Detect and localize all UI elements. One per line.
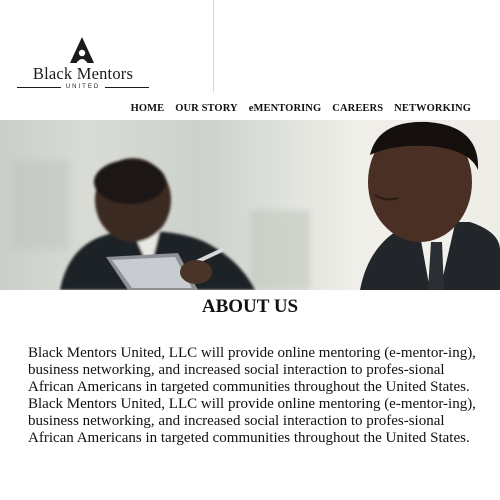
logo-mark-icon <box>68 36 96 64</box>
main-nav <box>131 103 471 114</box>
brand-name: Black Mentors <box>32 64 134 83</box>
about-text <box>28 345 476 447</box>
brand-subtitle: UNITED <box>65 84 101 90</box>
nav-item-careers[interactable]: CAREERS <box>332 103 384 114</box>
site-header <box>0 0 500 120</box>
about-paragraph: Black Mentors United, LLC will provide online mentoring (e-mentor-ing), business networking, and increased social interaction to profes-sional African Americans in targeted communities throughout the United States. <box>28 345 476 395</box>
about-paragraph: Black Mentors United, LLC will provide online mentoring (e-mentor-ing), business networking, and increased social interaction to profes-sional African Americans in targeted communities throughout the United States. <box>28 396 476 446</box>
brand-subtitle-row <box>17 83 149 93</box>
header-divider <box>213 0 214 92</box>
nav-item-networking[interactable]: NETWORKING <box>394 103 471 114</box>
nav-item-ementoring[interactable]: eMENTORING <box>248 103 322 114</box>
hero-image <box>0 120 500 290</box>
nav-item-our-story[interactable]: OUR STORY <box>175 103 238 114</box>
brand-rule-right <box>105 87 149 88</box>
hero-photo-illustration <box>0 120 500 290</box>
site-logo[interactable] <box>17 36 149 90</box>
nav-item-home[interactable]: HOME <box>130 103 165 114</box>
about-heading: ABOUT US <box>201 296 299 317</box>
